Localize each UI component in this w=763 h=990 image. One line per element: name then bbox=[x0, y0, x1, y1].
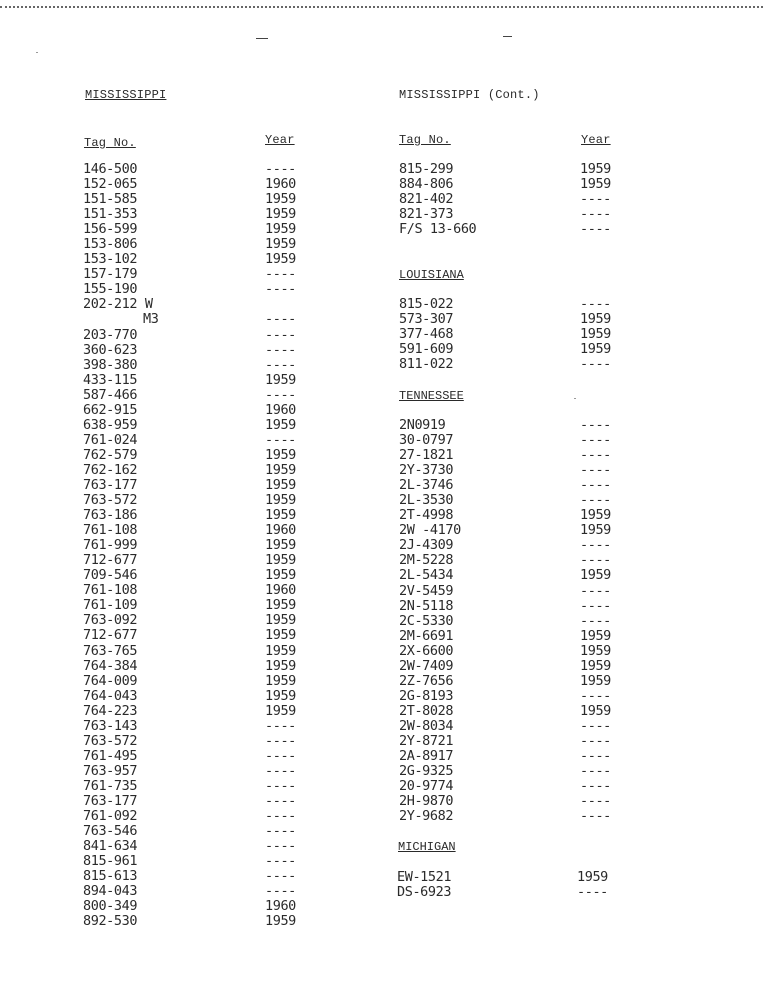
tag-year: ---- bbox=[265, 762, 296, 779]
tag-number: 712-677 bbox=[83, 552, 138, 569]
tag-year: ---- bbox=[265, 341, 296, 358]
tag-number: 153-806 bbox=[83, 236, 138, 253]
tag-year: 1959 bbox=[265, 492, 296, 509]
perforation-line bbox=[0, 6, 763, 8]
tag-year: ---- bbox=[580, 612, 611, 629]
tag-year: ---- bbox=[265, 386, 296, 403]
tag-year: ---- bbox=[265, 792, 296, 809]
tag-year: ---- bbox=[580, 552, 611, 569]
page-mark bbox=[503, 36, 512, 37]
tag-number: 591-609 bbox=[399, 341, 454, 358]
tag-year: ---- bbox=[580, 417, 611, 433]
tag-number: DS-6923 bbox=[397, 884, 452, 901]
tag-number: 894-043 bbox=[83, 883, 138, 900]
tag-no-header-right: Tag No. bbox=[399, 133, 451, 147]
left-tag-column bbox=[83, 162, 158, 929]
tag-number: 638-959 bbox=[83, 416, 138, 433]
tag-number: 764-009 bbox=[83, 672, 138, 689]
tag-number: 2L-3530 bbox=[399, 492, 454, 509]
tag-year: 1959 bbox=[265, 371, 296, 388]
tag-number: 764-223 bbox=[83, 702, 138, 719]
tag-year: ---- bbox=[580, 597, 611, 614]
tag-number: 763-765 bbox=[83, 642, 138, 659]
tag-year: ---- bbox=[265, 161, 296, 177]
tag-year: ---- bbox=[265, 838, 296, 855]
tag-number: 2X-6600 bbox=[399, 642, 454, 659]
tag-year bbox=[265, 297, 296, 312]
tag-year: 1959 bbox=[265, 236, 296, 253]
tag-number: 761-108 bbox=[83, 582, 138, 599]
tag-number: 152-065 bbox=[83, 176, 138, 193]
tag-year: ---- bbox=[580, 793, 611, 810]
tag-number: 764-043 bbox=[83, 687, 138, 704]
tag-year: ---- bbox=[577, 884, 608, 901]
tag-number: 2G-9325 bbox=[399, 763, 454, 780]
tag-number: 712-677 bbox=[83, 627, 138, 644]
tag-year: 1959 bbox=[265, 476, 296, 493]
tag-year: 1959 bbox=[265, 702, 296, 719]
tag-year: 1960 bbox=[265, 522, 296, 539]
tag-number: 157-179 bbox=[83, 266, 138, 283]
tag-year: ---- bbox=[580, 432, 611, 449]
tag-number: 821-402 bbox=[399, 191, 454, 208]
tag-number: 762-162 bbox=[83, 461, 138, 478]
tag-number: EW-1521 bbox=[397, 869, 452, 885]
tag-number: 762-579 bbox=[83, 446, 138, 463]
tag-year: ---- bbox=[265, 356, 296, 373]
tag-year: 1959 bbox=[580, 522, 611, 539]
year-header-right: Year bbox=[581, 133, 611, 147]
tag-year: ---- bbox=[265, 823, 296, 840]
tag-number: 155-190 bbox=[83, 281, 138, 298]
tag-year: 1959 bbox=[265, 552, 296, 569]
tag-number: 2T-4998 bbox=[399, 507, 454, 524]
tennessee-tag-column bbox=[399, 418, 461, 824]
tag-year: ---- bbox=[265, 808, 296, 825]
tag-number: 815-022 bbox=[399, 296, 454, 312]
tag-number: 841-634 bbox=[83, 838, 138, 855]
tag-year: 1959 bbox=[580, 311, 611, 328]
tag-year: 1959 bbox=[265, 446, 296, 463]
tag-number: 2H-9870 bbox=[399, 793, 454, 810]
tag-number: 2N-5118 bbox=[399, 597, 454, 614]
tag-number: 763-572 bbox=[83, 492, 138, 509]
tag-number: 892-530 bbox=[83, 913, 138, 930]
tag-number: 573-307 bbox=[399, 311, 454, 328]
tag-number: 761-999 bbox=[83, 537, 138, 554]
tag-number: 764-384 bbox=[83, 657, 138, 674]
tag-year: 1959 bbox=[265, 913, 296, 930]
tag-number: 761-092 bbox=[83, 808, 138, 825]
tag-year: ---- bbox=[265, 732, 296, 749]
speck bbox=[36, 52, 38, 53]
tag-number: 761-735 bbox=[83, 777, 138, 794]
tag-year: 1959 bbox=[265, 687, 296, 704]
tag-number: 2W -4170 bbox=[399, 522, 461, 539]
state-title-tennessee: TENNESSEE bbox=[399, 389, 464, 403]
tag-year: ---- bbox=[265, 868, 296, 885]
tag-number: 800-349 bbox=[83, 898, 138, 915]
tag-year: ---- bbox=[580, 206, 611, 223]
tag-year: ---- bbox=[580, 778, 611, 795]
tag-year: ---- bbox=[580, 748, 611, 765]
tag-number: 2W-7409 bbox=[399, 657, 454, 674]
tag-number: 156-599 bbox=[83, 221, 138, 238]
tag-number: 146-500 bbox=[83, 161, 138, 177]
tag-year: ---- bbox=[265, 777, 296, 794]
tag-number: 398-380 bbox=[83, 356, 138, 373]
state-title-louisiana: LOUISIANA bbox=[399, 268, 464, 282]
tag-number: 2Z-7656 bbox=[399, 672, 454, 689]
tag-year: 1959 bbox=[265, 672, 296, 689]
tag-number: 20-9774 bbox=[399, 778, 454, 795]
tag-year: 1959 bbox=[580, 176, 611, 193]
tag-year: ---- bbox=[580, 462, 611, 479]
louisiana-year-column bbox=[580, 297, 611, 372]
tag-year: ---- bbox=[580, 808, 611, 825]
tag-number: 761-108 bbox=[83, 522, 138, 539]
tag-number: 2N0919 bbox=[399, 417, 446, 433]
tag-number: 587-466 bbox=[83, 386, 138, 403]
page-mark bbox=[256, 38, 268, 39]
tag-number: M3 bbox=[143, 311, 159, 328]
michigan-year-column bbox=[577, 870, 608, 900]
tag-number: 884-806 bbox=[399, 176, 454, 193]
tag-year: ---- bbox=[580, 717, 611, 734]
tag-number: 763-572 bbox=[83, 732, 138, 749]
tag-year: ---- bbox=[265, 281, 296, 298]
tag-year: 1960 bbox=[265, 582, 296, 599]
tag-year: 1959 bbox=[580, 672, 611, 689]
tag-year: 1959 bbox=[265, 191, 296, 208]
tag-number: 151-585 bbox=[83, 191, 138, 208]
tag-year: 1959 bbox=[265, 612, 296, 629]
tag-year: ---- bbox=[265, 747, 296, 764]
tag-year: ---- bbox=[265, 717, 296, 734]
tag-year: 1959 bbox=[265, 597, 296, 614]
tag-year: 1959 bbox=[265, 461, 296, 478]
tag-number: 2C-5330 bbox=[399, 612, 454, 629]
tag-year: ---- bbox=[265, 311, 296, 328]
tag-number: 811-022 bbox=[399, 356, 454, 373]
tag-year: 1959 bbox=[265, 627, 296, 644]
tag-year: ---- bbox=[265, 883, 296, 900]
year-header: Year bbox=[265, 133, 295, 147]
tag-number: 761-109 bbox=[83, 597, 138, 614]
tag-year: 1960 bbox=[265, 401, 296, 418]
tag-year: ---- bbox=[580, 356, 611, 373]
tag-number: 2M-6691 bbox=[399, 627, 454, 644]
tag-number: 27-1821 bbox=[399, 447, 454, 464]
tag-year: 1959 bbox=[580, 642, 611, 659]
tag-year: 1959 bbox=[580, 161, 611, 177]
tag-year: ---- bbox=[580, 732, 611, 749]
state-title-michigan: MICHIGAN bbox=[398, 840, 456, 854]
tag-year: 1959 bbox=[580, 702, 611, 719]
tennessee-year-column bbox=[580, 418, 611, 824]
tag-number: 2Y-9682 bbox=[399, 808, 454, 825]
tag-no-header: Tag No. bbox=[84, 136, 136, 150]
tag-number: 30-0797 bbox=[399, 432, 454, 449]
tag-year: ---- bbox=[265, 326, 296, 343]
tag-number: 377-468 bbox=[399, 326, 454, 343]
tag-number: F/S 13-660 bbox=[399, 221, 477, 238]
tag-number: 153-102 bbox=[83, 251, 138, 268]
tag-number: 761-024 bbox=[83, 431, 138, 448]
tag-year: ---- bbox=[580, 763, 611, 780]
state-title-mississippi: MISSISSIPPI bbox=[85, 88, 167, 102]
tag-number: 821-373 bbox=[399, 206, 454, 223]
tag-year: ---- bbox=[580, 537, 611, 554]
tag-number: 433-115 bbox=[83, 371, 138, 388]
tag-year: ---- bbox=[580, 296, 611, 312]
tag-year: ---- bbox=[580, 221, 611, 238]
speck bbox=[574, 398, 576, 399]
right-mississippi-year-column bbox=[580, 162, 611, 237]
tag-number: 815-961 bbox=[83, 853, 138, 870]
tag-number: 763-143 bbox=[83, 717, 138, 734]
tag-number: 202-212 W bbox=[83, 296, 153, 313]
tag-number: 763-957 bbox=[83, 762, 138, 779]
tag-number: 2A-8917 bbox=[399, 748, 454, 765]
tag-number: 203-770 bbox=[83, 326, 138, 343]
tag-number: 815-299 bbox=[399, 161, 454, 177]
right-mississippi-tag-column bbox=[399, 162, 476, 237]
tag-number: 763-177 bbox=[83, 476, 138, 493]
tag-number: 2Y-3730 bbox=[399, 462, 454, 479]
tag-number: 2M-5228 bbox=[399, 552, 454, 569]
tag-year: 1959 bbox=[577, 869, 608, 885]
tag-number: 763-092 bbox=[83, 612, 138, 629]
left-year-column bbox=[265, 162, 296, 929]
tag-number: 360-623 bbox=[83, 341, 138, 358]
tag-year: 1959 bbox=[265, 507, 296, 524]
tag-year: ---- bbox=[580, 582, 611, 599]
tag-year: 1959 bbox=[265, 221, 296, 238]
tag-number: 2G-8193 bbox=[399, 687, 454, 704]
tag-number: 815-613 bbox=[83, 868, 138, 885]
tag-year: ---- bbox=[580, 687, 611, 704]
tag-year: 1959 bbox=[580, 567, 611, 584]
tag-year: ---- bbox=[265, 266, 296, 283]
tag-year: 1959 bbox=[265, 416, 296, 433]
tag-year: 1959 bbox=[265, 567, 296, 584]
tag-year: 1959 bbox=[580, 507, 611, 524]
tag-number: 2W-8034 bbox=[399, 717, 454, 734]
tag-number: 2L-3746 bbox=[399, 477, 454, 494]
tag-year: 1959 bbox=[580, 657, 611, 674]
tag-year: 1959 bbox=[265, 657, 296, 674]
tag-year: 1960 bbox=[265, 176, 296, 193]
tag-number: 2T-8028 bbox=[399, 702, 454, 719]
tag-number: 763-177 bbox=[83, 792, 138, 809]
tag-year: 1959 bbox=[580, 627, 611, 644]
tag-number: 763-186 bbox=[83, 507, 138, 524]
tag-number: 761-495 bbox=[83, 747, 138, 764]
tag-year: 1959 bbox=[580, 326, 611, 343]
tag-year: ---- bbox=[580, 477, 611, 494]
tag-year: 1959 bbox=[265, 206, 296, 223]
tag-number: 2J-4309 bbox=[399, 537, 454, 554]
tag-number: 662-915 bbox=[83, 401, 138, 418]
tag-year: 1959 bbox=[265, 642, 296, 659]
tag-number: 2V-5459 bbox=[399, 582, 454, 599]
state-title-mississippi-cont: MISSISSIPPI (Cont.) bbox=[399, 88, 540, 102]
tag-number: 709-546 bbox=[83, 567, 138, 584]
tag-year: 1960 bbox=[265, 898, 296, 915]
tag-year: 1959 bbox=[265, 537, 296, 554]
tag-year: ---- bbox=[580, 191, 611, 208]
michigan-tag-column bbox=[397, 870, 451, 900]
tag-year: 1959 bbox=[580, 341, 611, 358]
tag-year: ---- bbox=[580, 492, 611, 509]
tag-year: ---- bbox=[265, 431, 296, 448]
tag-year: ---- bbox=[580, 447, 611, 464]
tag-number: 2L-5434 bbox=[399, 567, 454, 584]
tag-number: 2Y-8721 bbox=[399, 732, 454, 749]
tag-number: 151-353 bbox=[83, 206, 138, 223]
tag-number: 763-546 bbox=[83, 823, 138, 840]
tag-year: 1959 bbox=[265, 251, 296, 268]
louisiana-tag-column bbox=[399, 297, 453, 372]
tag-year: ---- bbox=[265, 853, 296, 870]
